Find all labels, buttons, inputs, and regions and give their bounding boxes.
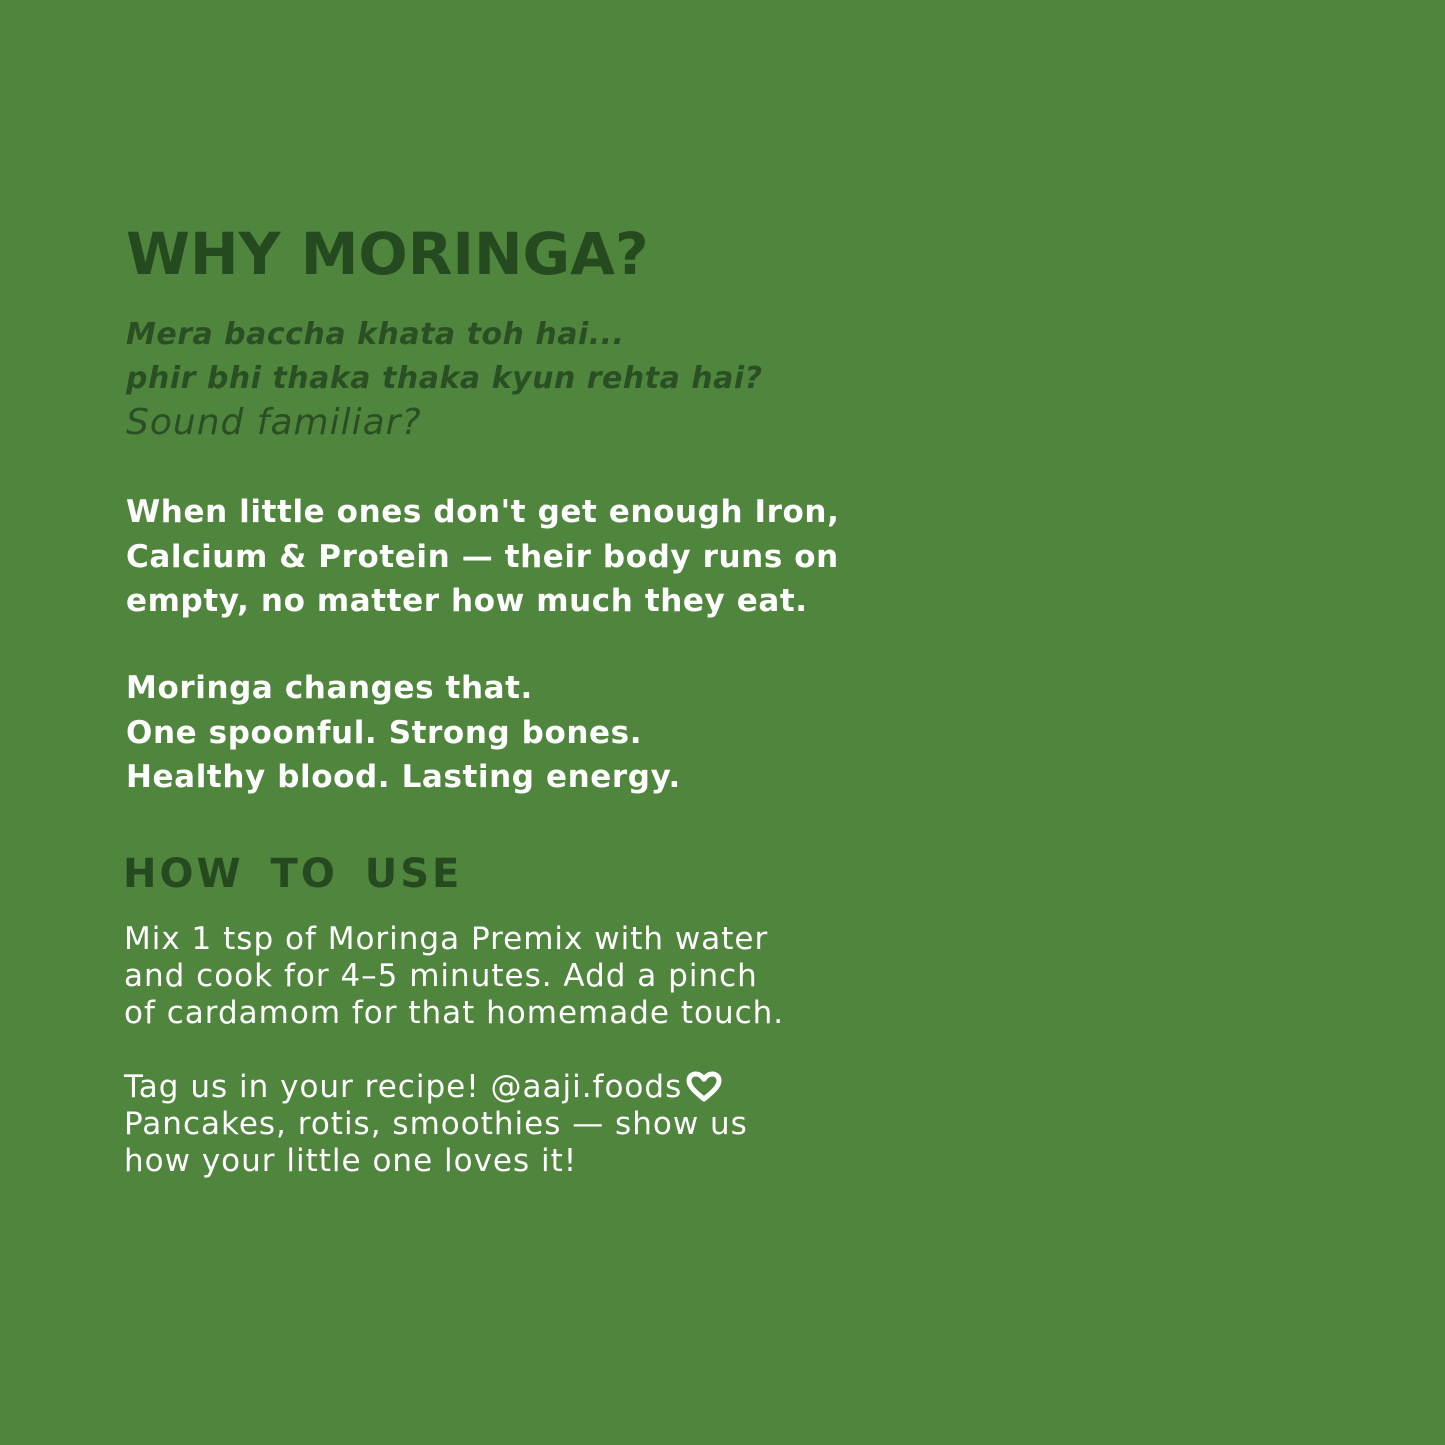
tagline-line-1: Mera baccha khata toh hai... xyxy=(126,317,625,352)
instructions-paragraph xyxy=(124,921,784,1032)
tagline-line-2: phir bhi thaka thaka kyun rehta hai? xyxy=(126,361,763,396)
how-to-use-heading: HOW TO USE xyxy=(123,851,463,897)
heart-icon xyxy=(686,1071,722,1103)
nutrition-line-2: Calcium & Protein — their body runs on xyxy=(126,538,839,575)
tag-us-line-2: Pancakes, rotis, smoothies — show us xyxy=(124,1106,748,1142)
page-title: WHY MORINGA? xyxy=(126,220,649,288)
tag-us-line-3: how your little one loves it! xyxy=(124,1143,578,1179)
benefits-line-2: One spoonful. Strong bones. xyxy=(126,714,643,751)
nutrition-paragraph xyxy=(126,490,839,624)
benefits-line-3: Healthy blood. Lasting energy. xyxy=(126,759,681,795)
nutrition-line-1: When little ones don't get enough Iron, xyxy=(126,494,840,530)
instructions-line-3: of cardamom for that homemade touch. xyxy=(124,995,785,1031)
tag-us-text: Tag us in your recipe! @aaji.foods xyxy=(124,1069,683,1105)
tag-us-paragraph xyxy=(124,1069,748,1180)
tagline-line-3: Sound familiar? xyxy=(126,402,422,443)
instructions-line-2: and cook for 4–5 minutes. Add a pinch xyxy=(124,958,758,994)
tag-us-line-1 xyxy=(124,1069,748,1106)
nutrition-line-3: empty, no matter how much they eat. xyxy=(126,583,808,619)
instructions-line-1: Mix 1 tsp of Moringa Premix with water xyxy=(124,921,769,957)
benefits-line-1: Moringa changes that. xyxy=(126,670,533,706)
tagline xyxy=(126,313,763,445)
benefits-paragraph xyxy=(126,666,681,800)
